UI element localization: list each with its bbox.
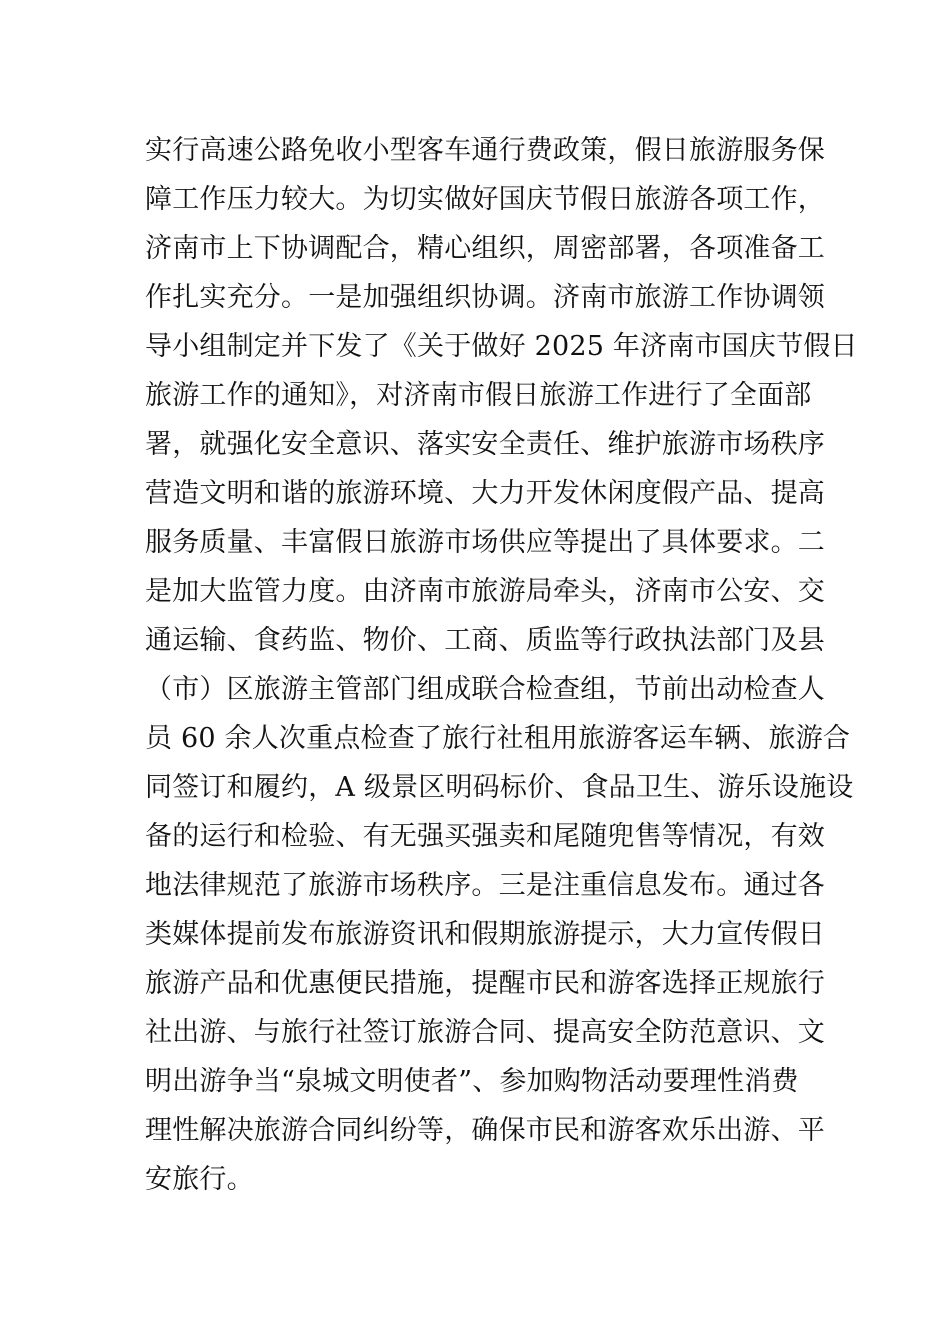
text-line: 同签订和履约，A 级景区明码标价、食品卫生、游乐设施设 xyxy=(145,772,854,803)
text-line: 地法律规范了旅游市场秩序。三是注重信息发布。通过各 xyxy=(145,870,825,901)
text-line: 济南市上下协调配合，精心组织，周密部署，各项准备工 xyxy=(145,233,825,264)
text-line: 备的运行和检验、有无强买强卖和尾随兜售等情况，有效 xyxy=(145,821,825,852)
text-line: 理性解决旅游合同纠纷等，确保市民和游客欢乐出游、平 xyxy=(145,1115,825,1146)
text-line: 社出游、与旅行社签订旅游合同、提高安全防范意识、文 xyxy=(145,1017,825,1048)
text-line: 通运输、食药监、物价、工商、质监等行政执法部门及县 xyxy=(145,625,825,656)
text-line: 类媒体提前发布旅游资讯和假期旅游提示，大力宣传假日 xyxy=(145,919,825,950)
text-line: 服务质量、丰富假日旅游市场供应等提出了具体要求。二 xyxy=(145,527,825,558)
text-line: 实行高速公路免收小型客车通行费政策，假日旅游服务保 xyxy=(145,135,825,166)
text-line: 署，就强化安全意识、落实安全责任、维护旅游市场秩序 xyxy=(145,429,825,460)
text-line: 障工作压力较大。为切实做好国庆节假日旅游各项工作， xyxy=(145,184,825,215)
text-line: 旅游工作的通知》，对济南市假日旅游工作进行了全面部 xyxy=(145,380,812,411)
text-line: 员 60 余人次重点检查了旅行社租用旅游客运车辆、旅游合 xyxy=(145,723,851,754)
text-line: 营造文明和谐的旅游环境、大力开发休闲度假产品、提高 xyxy=(145,478,825,509)
text-line: 明出游争当“泉城文明使者”、参加购物活动要理性消费 xyxy=(145,1066,799,1097)
text-line: 导小组制定并下发了《关于做好 2025 年济南市国庆节假日 xyxy=(145,331,858,362)
text-line: 作扎实充分。一是加强组织协调。济南市旅游工作协调领 xyxy=(145,282,825,313)
body-paragraph xyxy=(145,126,858,1204)
text-line: 旅游产品和优惠便民措施，提醒市民和游客选择正规旅行 xyxy=(145,968,825,999)
text-line: 是加大监管力度。由济南市旅游局牵头，济南市公安、交 xyxy=(145,576,825,607)
text-line: （市）区旅游主管部门组成联合检查组，节前出动检查人 xyxy=(145,674,825,705)
text-line: 安旅行。 xyxy=(145,1164,254,1195)
